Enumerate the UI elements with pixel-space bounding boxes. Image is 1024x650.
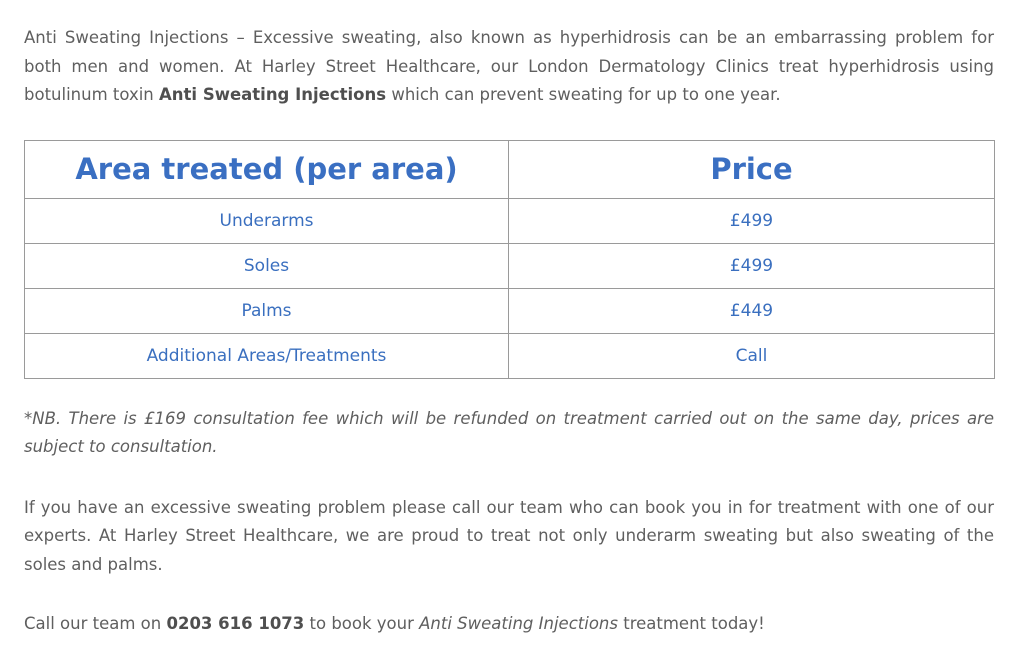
header-price: Price xyxy=(509,140,995,198)
call-middle: to book your xyxy=(304,614,420,633)
page-content xyxy=(24,24,994,639)
price-cell: Call xyxy=(509,333,995,378)
table-header-row xyxy=(25,140,995,198)
price-cell: £499 xyxy=(509,243,995,288)
intro-paragraph xyxy=(24,24,994,110)
area-cell: Palms xyxy=(25,288,509,333)
intro-text-end: which can prevent sweating for up to one year. xyxy=(386,85,781,104)
header-area: Area treated (per area) xyxy=(25,140,509,198)
table-row xyxy=(25,333,995,378)
phone-number: 0203 616 1073 xyxy=(166,614,305,633)
intro-text-start: Anti Sweating Injections – Excessive sweating, also known as hyperhidrosis can be an embarrassing problem for both men and women. At Harley Street Healthcare, our London Dermatology Clinics treat hyperhidrosis using botulinum toxin xyxy=(24,28,994,104)
call-suffix: treatment today! xyxy=(617,614,765,633)
area-cell: Soles xyxy=(25,243,509,288)
intro-bold-term: Anti Sweating Injections xyxy=(159,85,387,104)
booking-paragraph: If you have an excessive sweating problem please call our team who can book you in for treatment with one of our experts. At Harley Street Healthcare, we are proud to treat not only underarm sweating but also sweating of the soles and palms. xyxy=(24,497,994,574)
area-cell: Additional Areas/Treatments xyxy=(25,333,509,378)
call-paragraph xyxy=(24,610,994,639)
price-cell: £449 xyxy=(509,288,995,333)
table-row xyxy=(25,243,995,288)
area-cell: Underarms xyxy=(25,198,509,243)
call-treatment-name: Anti Sweating Injections xyxy=(419,614,618,633)
table-row xyxy=(25,288,995,333)
table-row xyxy=(25,198,995,243)
consultation-note: *NB. There is £169 consultation fee which will be refunded on treatment carried out on the same day, prices are subject to consultation. xyxy=(24,408,994,456)
price-cell: £499 xyxy=(509,198,995,243)
price-table xyxy=(24,140,995,379)
call-prefix: Call our team on xyxy=(24,614,167,633)
